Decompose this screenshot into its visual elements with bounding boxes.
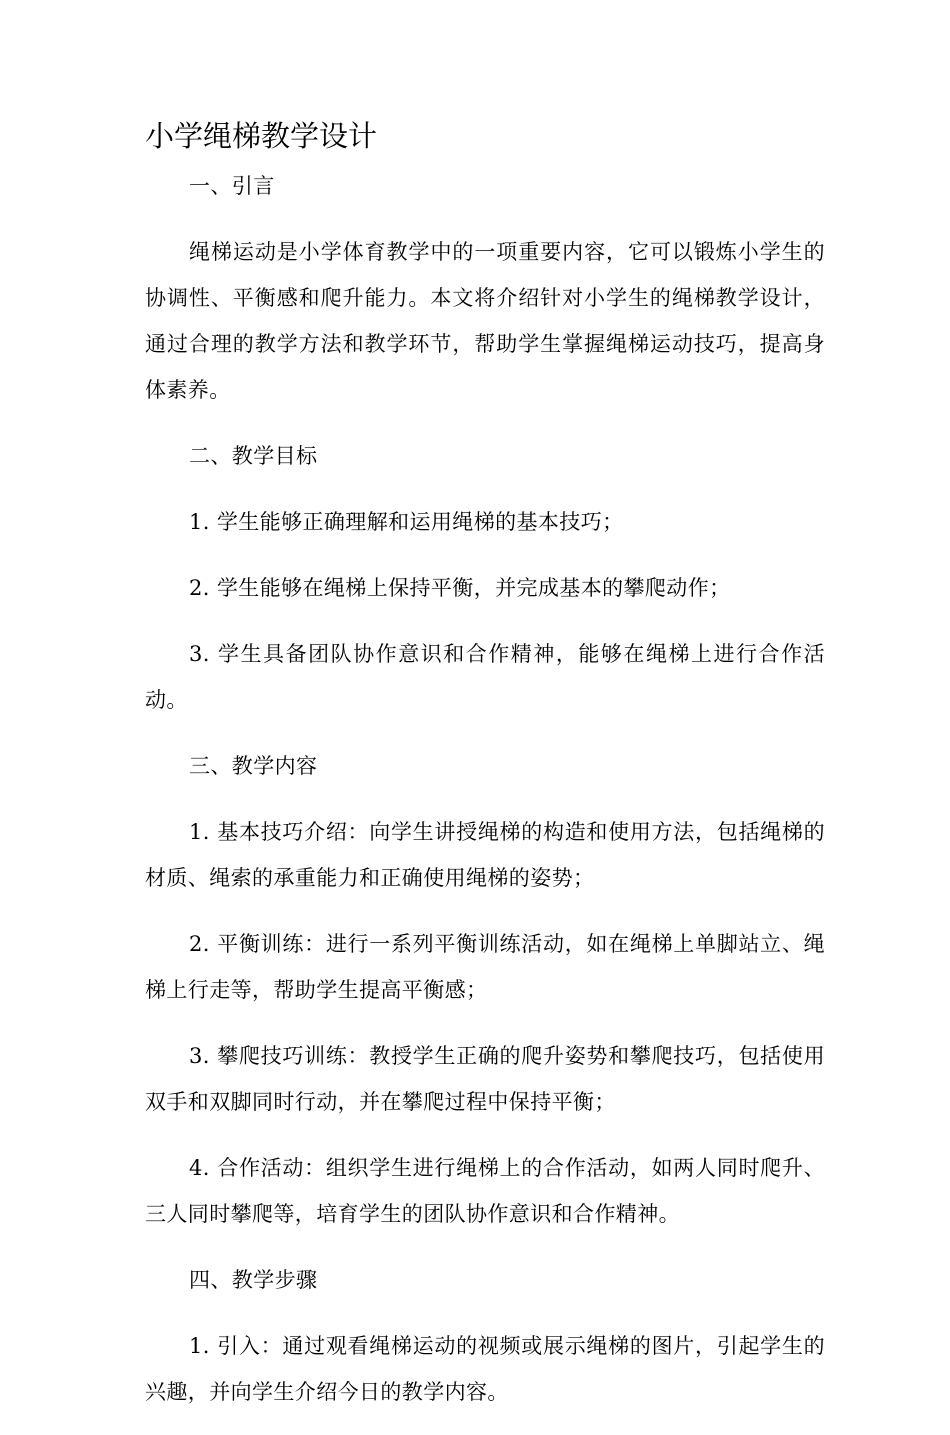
content-item-2: 2. 平衡训练：进行一系列平衡训练活动，如在绳梯上单脚站立、绳梯上行走等，帮助学生提高平衡感； (145, 932, 825, 1002)
section-heading-teaching-goals: 二、教学目标 (189, 444, 318, 468)
document-body (145, 163, 825, 1435)
section-heading-introduction: 一、引言 (189, 174, 275, 198)
content-item-4: 4. 合作活动：组织学生进行绳梯上的合作活动，如两人同时爬升、三人同时攀爬等，培育学生的团队协作意识和合作精神。 (145, 1156, 825, 1226)
content-item-1: 1. 基本技巧介绍：向学生讲授绳梯的构造和使用方法，包括绳梯的材质、绳索的承重能力和正确使用绳梯的姿势； (145, 820, 825, 890)
content-item-3: 3. 攀爬技巧训练：教授学生正确的爬升姿势和攀爬技巧，包括使用双手和双脚同时行动，并在攀爬过程中保持平衡； (145, 1044, 825, 1114)
section-heading-teaching-steps: 四、教学步骤 (189, 1268, 318, 1292)
goal-item-2: 2. 学生能够在绳梯上保持平衡，并完成基本的攀爬动作； (189, 576, 731, 600)
document-title: 小学绳梯教学设计 (145, 119, 378, 153)
step-item-1: 1. 引入：通过观看绳梯运动的视频或展示绳梯的图片，引起学生的兴趣，并向学生介绍今日的教学内容。 (145, 1334, 825, 1404)
introduction-paragraph: 绳梯运动是小学体育教学中的一项重要内容，它可以锻炼小学生的协调性、平衡感和爬升能力。本文将介绍针对小学生的绳梯教学设计，通过合理的教学方法和教学环节，帮助学生掌握绳梯运动技巧，提高身体素养。 (145, 240, 825, 402)
goal-item-1: 1. 学生能够正确理解和运用绳梯的基本技巧； (189, 510, 624, 534)
section-heading-teaching-content: 三、教学内容 (189, 754, 318, 778)
goal-item-3: 3. 学生具备团队协作意识和合作精神，能够在绳梯上进行合作活动。 (145, 642, 825, 712)
